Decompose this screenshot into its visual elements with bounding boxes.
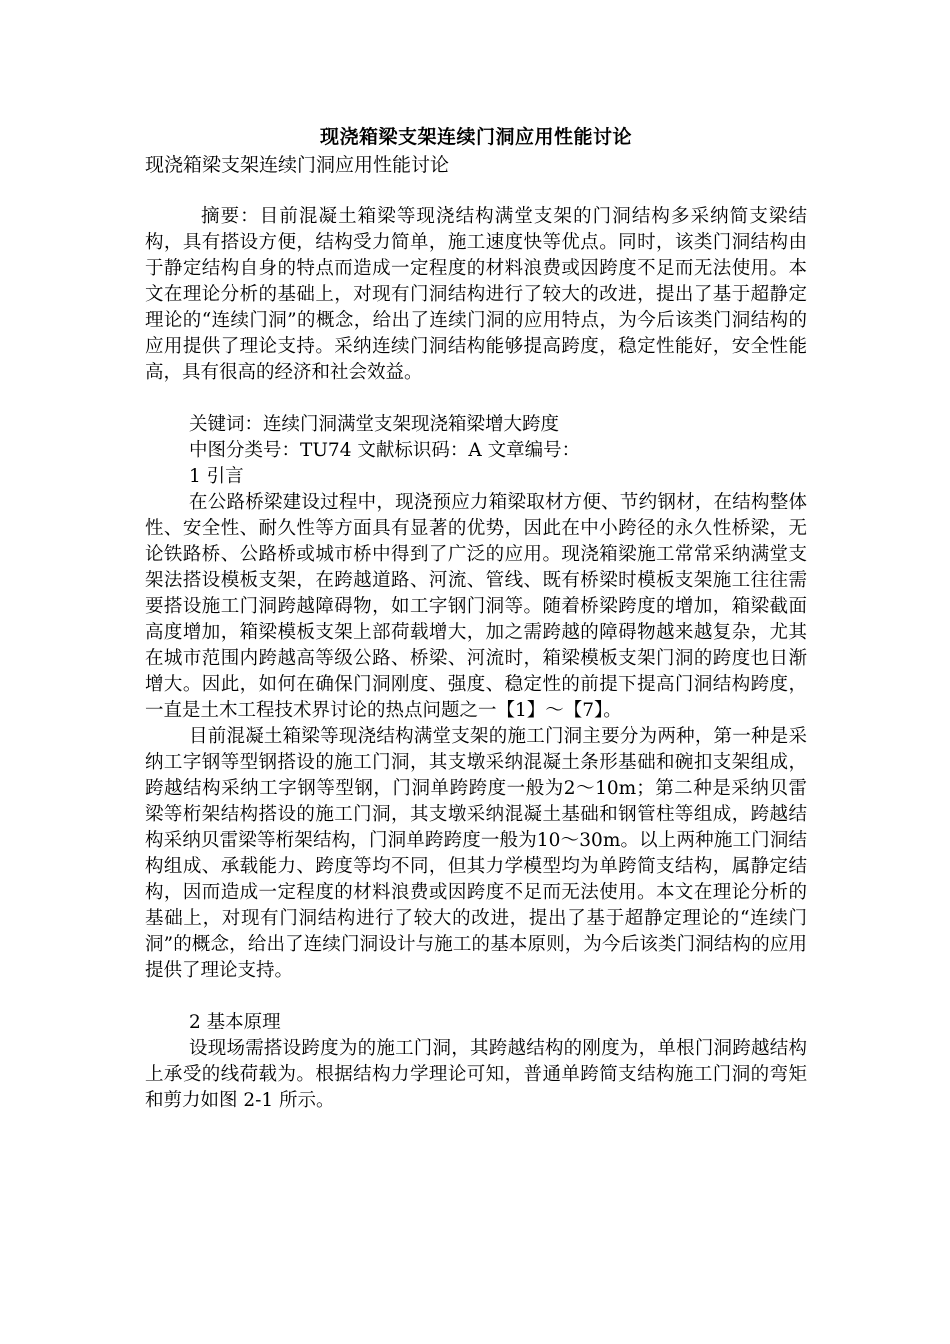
abstract-paragraph: 摘要：目前混凝土箱梁等现浇结构满堂支架的门洞结构多采纳简支梁结构，具有搭设方便，结构受力简单，施工速度快等优点。同时，该类门洞结构由于静定结构自身的特点而造成一定程度的材料浪费或因跨度不足而无法使用。本文在理论分析的基础上，对现有门洞结构进行了较大的改进，提出了基于超静定理论的“连续门洞”的概念，给出了连续门洞的应用特点，为今后该类门洞结构的应用提供了理论支持。采纳连续门洞结构能够提高跨度，稳定性能好，安全性能高，具有很高的经济和社会效益。 [145, 206, 807, 383]
document-page [145, 122, 807, 1114]
document-title: 现浇箱梁支架连续门洞应用性能讨论 [319, 126, 632, 148]
section-1-paragraph-2: 目前混凝土箱梁等现浇结构满堂支架的施工门洞主要分为两种，第一种是采纳工字钢等型钢搭设的施工门洞，其支墩采纳混凝土条形基础和碗扣支架组成，跨越结构采纳工字钢等型钢，门洞单跨跨度一般为2～10m；第二种是采纳贝雷梁等桁架结构搭设的施工门洞，其支墩采纳混凝土基础和钢管柱等组成，跨越结构采纳贝雷梁等桁架结构，门洞单跨跨度一般为10～30m。以上两种施工门洞结构组成、承载能力、跨度等均不同，但其力学模型均为单跨简支结构，属静定结构，因而造成一定程度的材料浪费或因跨度不足而无法使用。本文在理论分析的基础上，对现有门洞结构进行了较大的改进，提出了基于超静定理论的“连续门洞”的概念，给出了连续门洞设计与施工的基本原则，为今后该类门洞结构的应用提供了理论支持。 [145, 726, 807, 981]
section-2-heading: 2 基本原理 [189, 1012, 281, 1033]
document-subtitle: 现浇箱梁支架连续门洞应用性能讨论 [145, 154, 450, 176]
section-2-paragraph-1: 设现场需搭设跨度为的施工门洞，其跨越结构的刚度为，单根门洞跨越结构上承受的线荷载为。根据结构力学理论可知，普通单跨简支结构施工门洞的弯矩和剪力如图 2-1 所示。 [145, 1038, 807, 1111]
classification-line: 中图分类号：TU74 文献标识码：A 文章编号： [189, 440, 581, 461]
section-1-paragraph-1: 在公路桥梁建设过程中，现浇预应力箱梁取材方便、节约钢材，在结构整体性、安全性、耐久性等方面具有显著的优势，因此在中小跨径的永久性桥梁，无论铁路桥、公路桥或城市桥中得到了广泛的应用。现浇箱梁施工常常采纳满堂支架法搭设模板支架，在跨越道路、河流、管线、既有桥梁时模板支架施工往往需要搭设施工门洞跨越障碍物，如工字钢门洞等。随着桥梁跨度的增加，箱梁截面高度增加，箱梁模板支架上部荷载增大，加之需跨越的障碍物越来越复杂，尤其在城市范围内跨越高等级公路、桥梁、河流时，箱梁模板支架门洞的跨度也日渐增大。因此，如何在确保门洞刚度、强度、稳定性的前提下提高门洞结构跨度，一直是土木工程技术界讨论的热点问题之一【1】～【7】。 [145, 492, 807, 721]
section-1-heading: 1 引言 [189, 466, 244, 487]
keywords-line: 关键词：连续门洞满堂支架现浇箱梁增大跨度 [189, 414, 560, 435]
